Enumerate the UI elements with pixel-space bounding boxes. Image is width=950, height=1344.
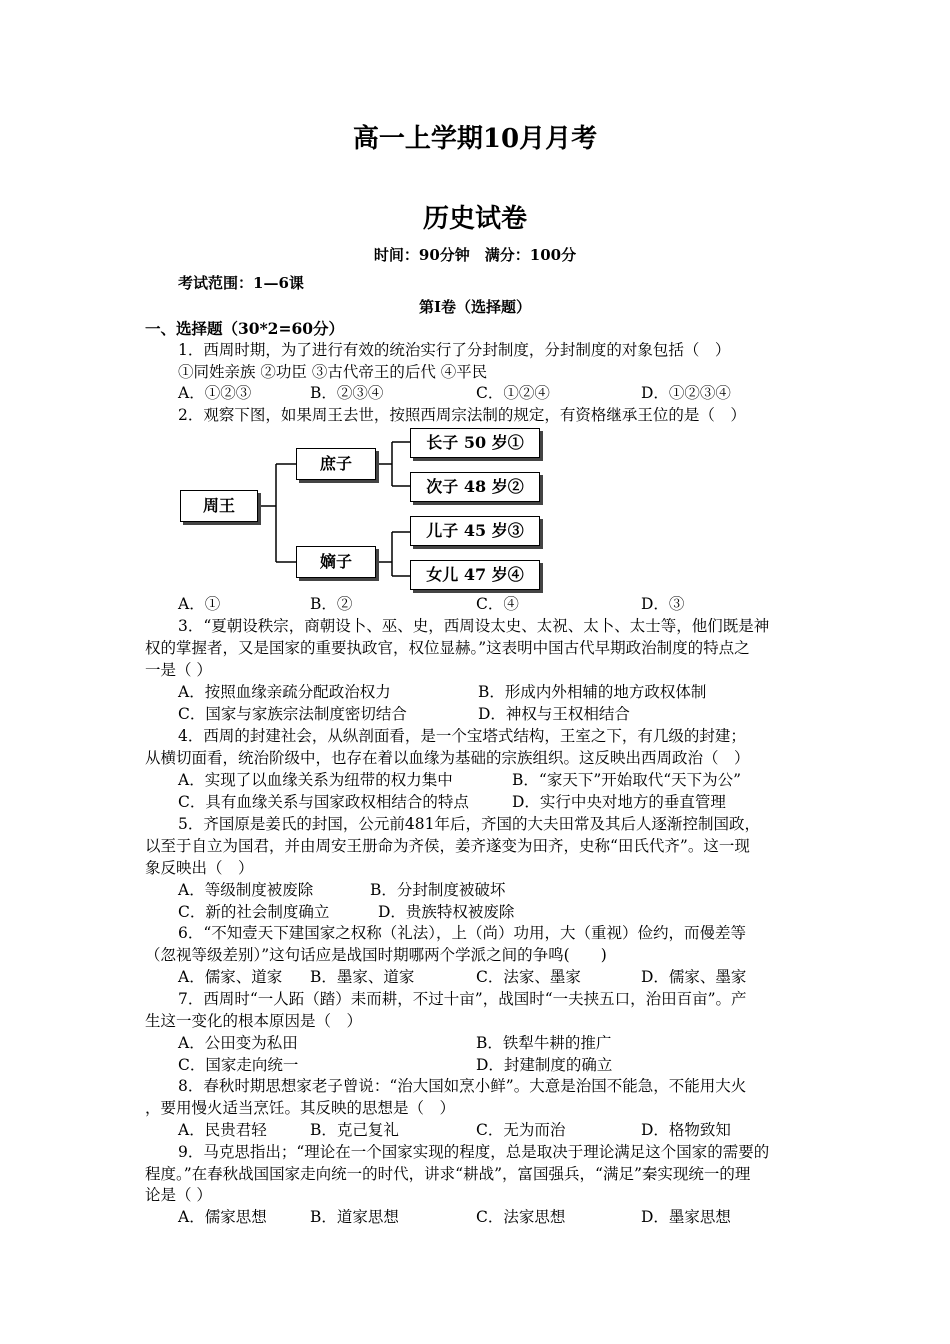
volume-heading: 第Ⅰ卷（选择题） <box>418 298 532 316</box>
q6-option-a[interactable]: A．儒家、道家 <box>178 968 283 986</box>
q1-items: ①同姓亲族 ②功臣 ③古代帝王的后代 ④平民 <box>178 363 488 381</box>
q8-option-d[interactable]: D．格物致知 <box>641 1121 731 1139</box>
q2-option-a[interactable]: A．① <box>178 595 221 613</box>
q7-option-a[interactable]: A．公田变为私田 <box>178 1034 298 1052</box>
q9-option-b[interactable]: B．道家思想 <box>310 1208 399 1226</box>
q3-option-c[interactable]: C．国家与家族宗法制度密切结合 <box>178 705 407 723</box>
q1-option-c[interactable]: C．①②④ <box>476 384 550 402</box>
q6-stem-line1: 6．“不知壹天下建国家之权称（礼法），上（尚）功用，大（重视）俭约，而僈差等 <box>178 924 747 942</box>
q4-option-b[interactable]: B．“家天下”开始取代“天下为公” <box>512 771 742 789</box>
q5-stem-line3: 象反映出（ ） <box>145 859 254 877</box>
q5-stem-line2: 以至于自立为国君，并由周安王册命为齐侯，姜齐遂变为田齐，史称“田氏代齐”。这一现 <box>145 837 750 855</box>
q4-stem-line2: 从横切面看，统治阶级中，也存在着以血缘为基础的宗族组织。这反映出西周政治（ ） <box>145 749 750 767</box>
q3-stem-line3: 一是（ ） <box>145 661 212 679</box>
q7-option-b[interactable]: B．铁犁牛耕的推广 <box>476 1034 612 1052</box>
q5-option-c[interactable]: C．新的社会制度确立 <box>178 903 330 921</box>
q8-stem-line2: ，要用慢火适当烹饪。其反映的思想是（ ） <box>145 1099 456 1117</box>
exam-scope: 考试范围：1—6课 <box>178 274 304 292</box>
q1-stem: 1．西周时期，为了进行有效的统治实行了分封制度，分封制度的对象包括（ ） <box>178 341 731 359</box>
diagram-leaf-2: 次子 48 岁② <box>410 472 540 502</box>
section-heading: 一、选择题（30*2=60分） <box>145 319 345 338</box>
q8-option-b[interactable]: B．克己复礼 <box>310 1121 399 1139</box>
q4-option-a[interactable]: A．实现了以血缘关系为纽带的权力集中 <box>178 771 453 789</box>
q6-option-b[interactable]: B．墨家、道家 <box>310 968 415 986</box>
succession-diagram <box>178 428 548 596</box>
q5-option-d[interactable]: D．贵族特权被废除 <box>378 903 515 921</box>
q7-option-d[interactable]: D．封建制度的确立 <box>476 1056 613 1074</box>
q1-option-a[interactable]: A．①②③ <box>178 384 252 402</box>
q6-option-c[interactable]: C．法家、墨家 <box>476 968 581 986</box>
q2-option-d[interactable]: D．③ <box>641 595 685 613</box>
q9-stem-line2: 程度。”在春秋战国国家走向统一的时代，讲求“耕战”，富国强兵，“满足”秦实现统一的理 <box>145 1165 751 1183</box>
diagram-branch-legitimate-sons: 嫡子 <box>296 546 376 578</box>
page-subtitle: 历史试卷 <box>422 204 527 234</box>
q7-stem-line1: 7．西周时“一人跖（踏）耒而耕，不过十亩”，战国时“一夫挟五口，治田百亩”。产 <box>178 990 747 1008</box>
q4-option-d[interactable]: D．实行中央对地方的垂直管理 <box>512 793 726 811</box>
q9-stem-line3: 论是（ ） <box>145 1186 212 1204</box>
q7-option-c[interactable]: C．国家走向统一 <box>178 1056 299 1074</box>
q1-option-b[interactable]: B．②③④ <box>310 384 384 402</box>
q4-stem-line1: 4．西周的封建社会，从纵剖面看，是一个宝塔式结构，王室之下，有几级的封建； <box>178 727 746 745</box>
q4-option-c[interactable]: C．具有血缘关系与国家政权相结合的特点 <box>178 793 469 811</box>
q3-option-a[interactable]: A．按照血缘亲疏分配政治权力 <box>178 683 391 701</box>
q2-stem: 2．观察下图，如果周王去世，按照西周宗法制的规定，有资格继承王位的是（ ） <box>178 406 746 424</box>
q5-option-b[interactable]: B．分封制度被破坏 <box>370 881 506 899</box>
q8-stem-line1: 8．春秋时期思想家老子曾说：“治大国如烹小鲜”。大意是治国不能急，不能用大火 <box>178 1077 747 1095</box>
diagram-leaf-4: 女儿 47 岁④ <box>410 560 540 590</box>
diagram-leaf-1: 长子 50 岁① <box>410 428 540 458</box>
diagram-leaf-3: 儿子 45 岁③ <box>410 516 540 546</box>
q7-stem-line2: 生这一变化的根本原因是（ ） <box>145 1012 363 1030</box>
diagram-root-zhou-king: 周王 <box>180 490 258 522</box>
q2-option-b[interactable]: B．② <box>310 595 353 613</box>
q9-option-a[interactable]: A．儒家思想 <box>178 1208 267 1226</box>
q5-stem-line1: 5．齐国原是姜氏的封国，公元前481年后，齐国的大夫田常及其后人逐渐控制国政， <box>178 815 760 833</box>
page-title: 高一上学期10月月考 <box>352 124 598 154</box>
q8-option-c[interactable]: C．无为而治 <box>476 1121 566 1139</box>
q8-option-a[interactable]: A．民贵君轻 <box>178 1121 267 1139</box>
q6-option-d[interactable]: D．儒家、墨家 <box>641 968 747 986</box>
q9-stem-line1: 9．马克思指出；“理论在一个国家实现的程度，总是取决于理论满足这个国家的需要的 <box>178 1143 770 1161</box>
diagram-branch-concubine-sons: 庶子 <box>296 448 376 480</box>
q1-option-d[interactable]: D．①②③④ <box>641 384 731 402</box>
q6-stem-line2: （忽视等级差别）”这句话应是战国时期哪两个学派之间的争鸣( ) <box>145 946 607 964</box>
time-info: 时间：90分钟 满分：100分 <box>373 246 577 264</box>
q3-option-b[interactable]: B．形成内外相辅的地方政权体制 <box>478 683 707 701</box>
q9-option-c[interactable]: C．法家思想 <box>476 1208 566 1226</box>
q3-stem-line2: 权的掌握者，又是国家的重要执政官，权位显赫。”这表明中国古代早期政治制度的特点之 <box>145 639 750 657</box>
q5-option-a[interactable]: A．等级制度被废除 <box>178 881 314 899</box>
q3-option-d[interactable]: D．神权与王权相结合 <box>478 705 630 723</box>
q2-option-c[interactable]: C．④ <box>476 595 519 613</box>
q9-option-d[interactable]: D．墨家思想 <box>641 1208 731 1226</box>
q3-stem-line1: 3．“夏朝设秩宗，商朝设卜、巫、史，西周设太史、太祝、太卜、太士等，他们既是神 <box>178 617 770 635</box>
